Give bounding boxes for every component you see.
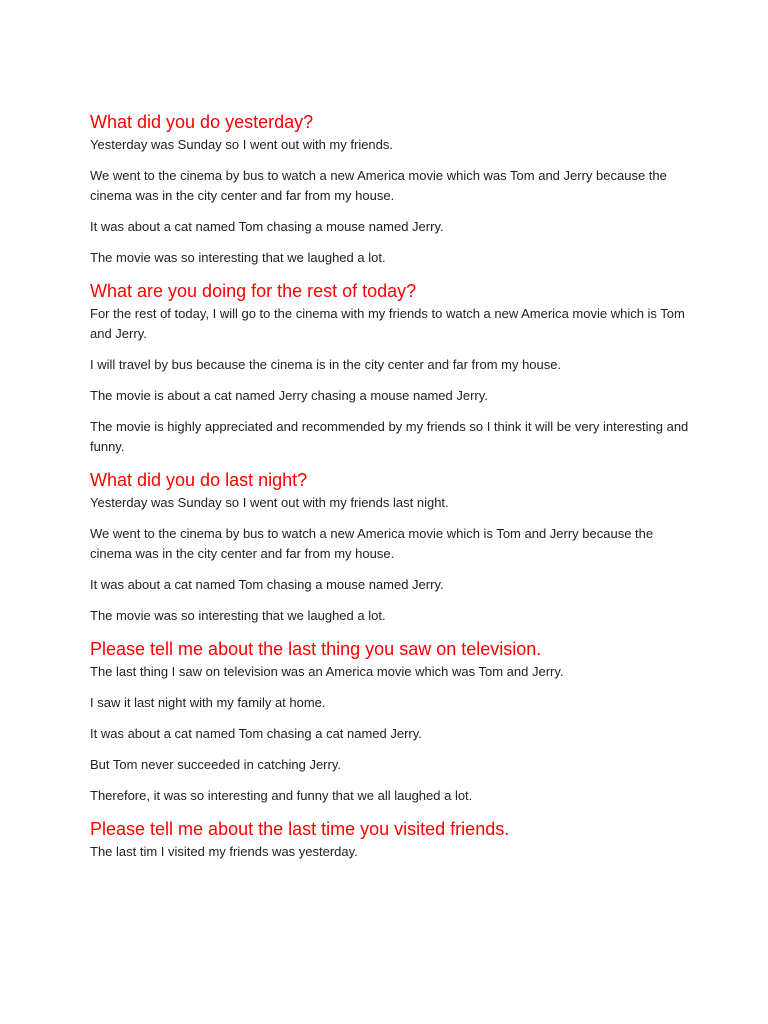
answer-paragraph: We went to the cinema by bus to watch a new America movie which is Tom and Jerry because the cinema was in the city center and far from my house. bbox=[90, 526, 654, 561]
section-visited-friends bbox=[90, 817, 690, 862]
section-yesterday bbox=[90, 110, 690, 268]
section-television bbox=[90, 637, 690, 806]
question-heading: Please tell me about the last time you visited friends. bbox=[90, 819, 510, 839]
answer-paragraph: The movie was so interesting that we laughed a lot. bbox=[90, 608, 386, 623]
answer-paragraph: Therefore, it was so interesting and funny that we all laughed a lot. bbox=[90, 788, 473, 803]
section-last-night bbox=[90, 468, 690, 626]
answer-paragraph: It was about a cat named Tom chasing a mouse named Jerry. bbox=[90, 219, 444, 234]
question-heading: What are you doing for the rest of today? bbox=[90, 281, 417, 301]
answer-paragraph: The movie is highly appreciated and recommended by my friends so I think it will be very interesting and funny. bbox=[90, 419, 689, 454]
section-rest-of-today bbox=[90, 279, 690, 457]
document-content bbox=[90, 110, 690, 873]
answer-paragraph: It was about a cat named Tom chasing a cat named Jerry. bbox=[90, 726, 422, 741]
answer-paragraph: The last tim I visited my friends was yesterday. bbox=[90, 844, 358, 859]
answer-paragraph: The last thing I saw on television was an America movie which was Tom and Jerry. bbox=[90, 664, 564, 679]
question-heading: What did you do last night? bbox=[90, 470, 308, 490]
question-heading: What did you do yesterday? bbox=[90, 112, 314, 132]
answer-paragraph: We went to the cinema by bus to watch a new America movie which was Tom and Jerry because the cinema was in the city center and far from my house. bbox=[90, 168, 667, 203]
answer-paragraph: Yesterday was Sunday so I went out with my friends. bbox=[90, 137, 394, 152]
answer-paragraph: I will travel by bus because the cinema is in the city center and far from my house. bbox=[90, 357, 562, 372]
question-heading: Please tell me about the last thing you saw on television. bbox=[90, 639, 542, 659]
answer-paragraph: But Tom never succeeded in catching Jerry. bbox=[90, 757, 341, 772]
answer-paragraph: The movie was so interesting that we laughed a lot. bbox=[90, 250, 386, 265]
answer-paragraph: For the rest of today, I will go to the cinema with my friends to watch a new America movie which is Tom and Jerry. bbox=[90, 306, 685, 341]
answer-paragraph: It was about a cat named Tom chasing a mouse named Jerry. bbox=[90, 577, 444, 592]
answer-paragraph: Yesterday was Sunday so I went out with my friends last night. bbox=[90, 495, 449, 510]
answer-paragraph: The movie is about a cat named Jerry chasing a mouse named Jerry. bbox=[90, 388, 488, 403]
answer-paragraph: I saw it last night with my family at home. bbox=[90, 695, 326, 710]
